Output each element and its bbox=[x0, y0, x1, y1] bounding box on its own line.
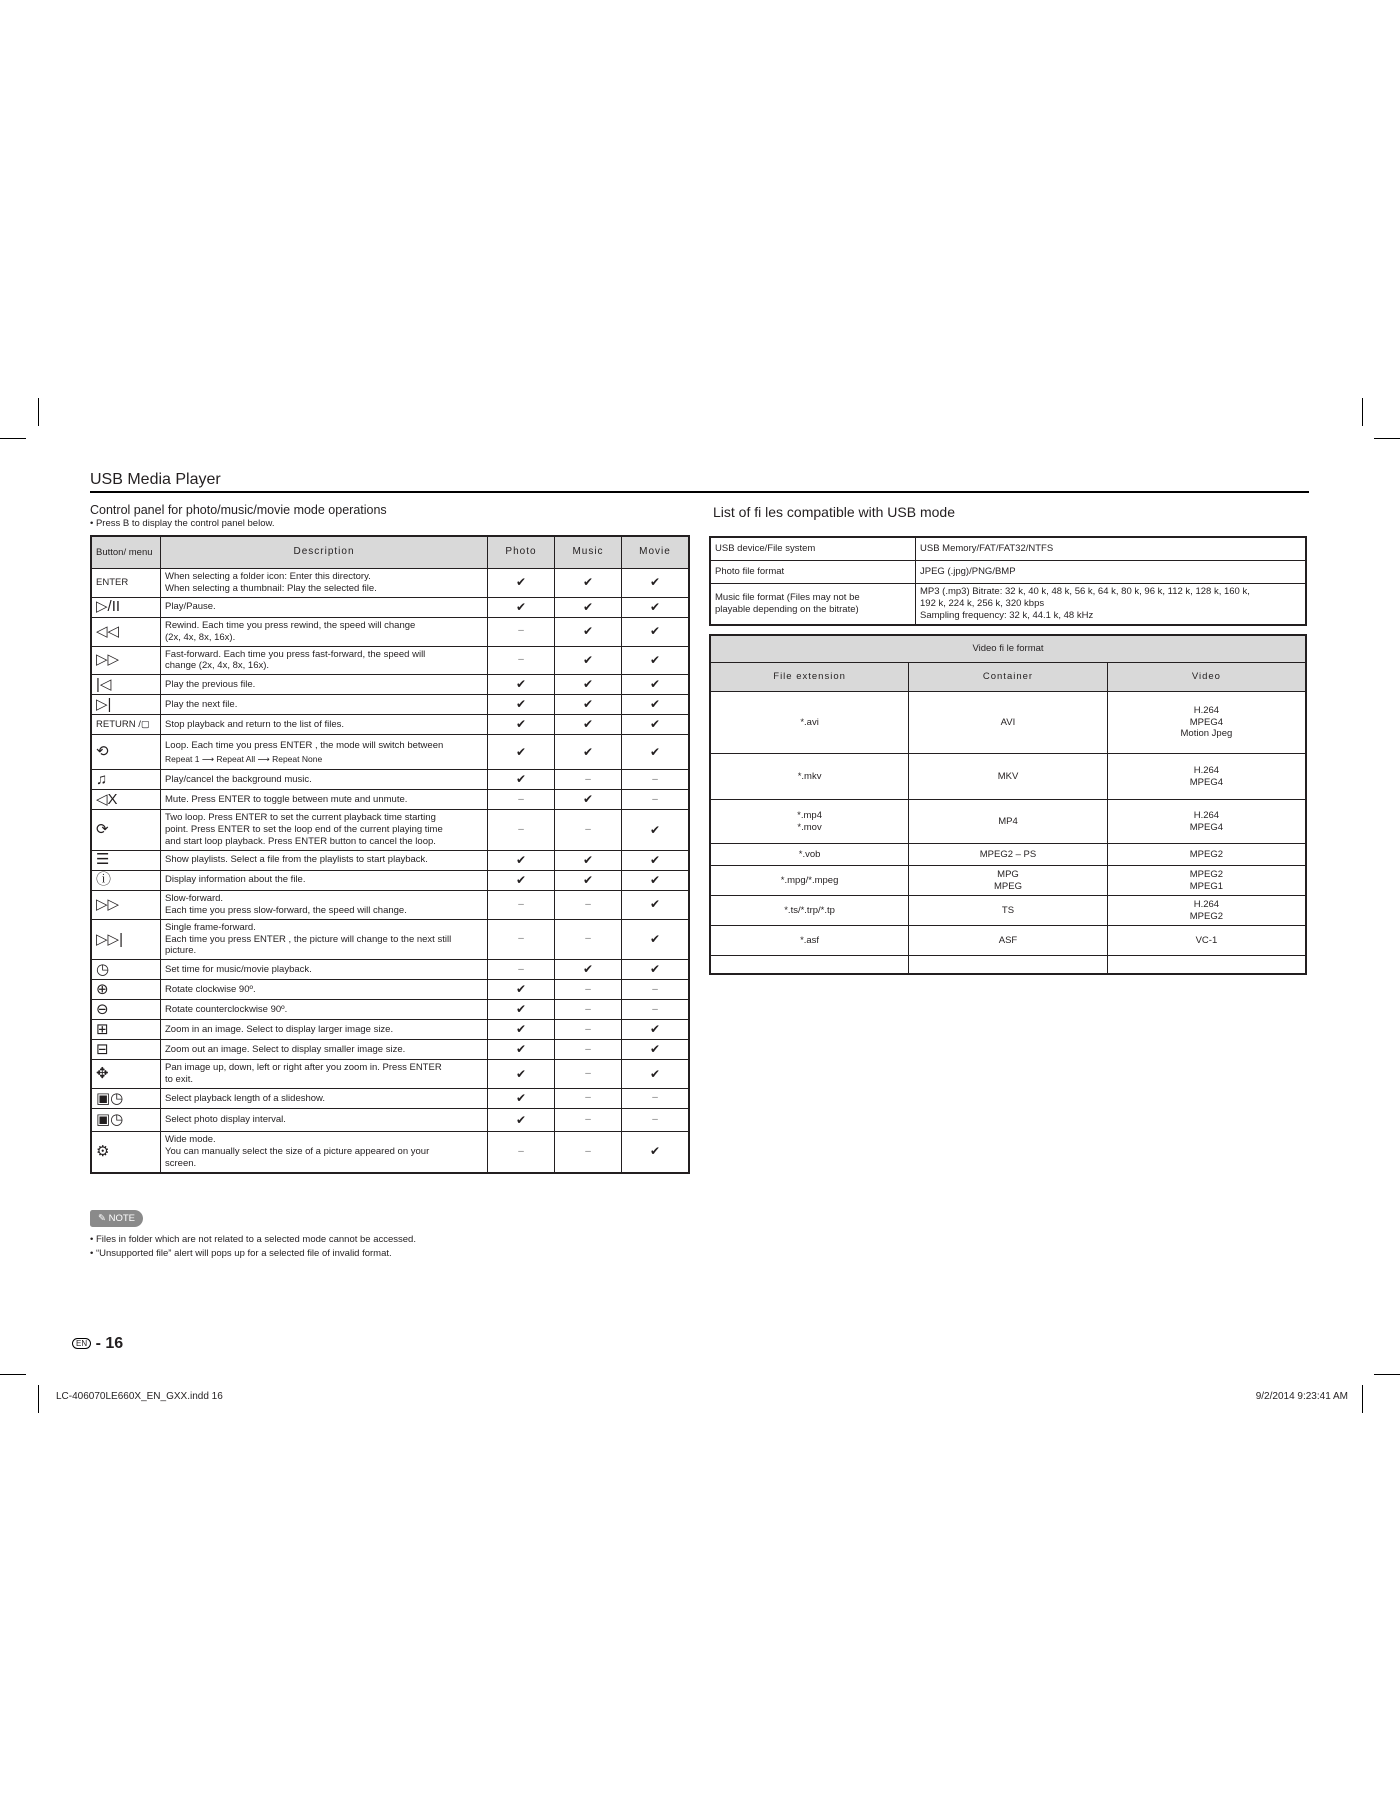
video-codec-cell: MPEG2 MPEG1 bbox=[1107, 866, 1306, 896]
table-row bbox=[91, 675, 689, 695]
check-icon: ✔ bbox=[488, 1020, 555, 1040]
check-icon: ✔ bbox=[488, 1040, 555, 1060]
description-text: Rewind. Each time you press rewind, the speed will change (2x, 4x, 8x, 16x). bbox=[165, 619, 416, 643]
arrow-right-icon: ⟶ bbox=[255, 753, 273, 764]
row-button-cell bbox=[91, 1089, 161, 1109]
usb-info-key: Music file format (Files may not be playable depending on the bitrate) bbox=[710, 584, 916, 625]
check-icon: ✔ bbox=[622, 617, 690, 646]
description-text: Rotate clockwise 90º. bbox=[165, 983, 256, 995]
control-icon: ⊖ bbox=[96, 1000, 109, 1018]
row-description bbox=[161, 1000, 488, 1020]
row-description bbox=[161, 597, 488, 617]
row-button-cell bbox=[91, 715, 161, 735]
crop-mark bbox=[38, 1385, 39, 1413]
container-cell: MKV bbox=[909, 754, 1108, 800]
row-button-cell bbox=[91, 1109, 161, 1132]
check-icon: ✔ bbox=[488, 1000, 555, 1020]
check-icon: ✔ bbox=[622, 715, 690, 735]
usb-info-row bbox=[710, 584, 1306, 625]
row-button-cell bbox=[91, 675, 161, 695]
dash-mark: – bbox=[555, 1132, 622, 1173]
video-codec-cell: MPEG2 bbox=[1107, 844, 1306, 866]
row-description bbox=[161, 695, 488, 715]
row-description bbox=[161, 870, 488, 890]
dash-mark: – bbox=[488, 646, 555, 675]
control-icon: ▣◷ bbox=[96, 1089, 124, 1107]
section-title: USB Media Player bbox=[90, 471, 221, 488]
file-extension-cell: *.ts/*.trp/*.tp bbox=[710, 896, 909, 926]
dash-mark: – bbox=[555, 890, 622, 919]
check-icon: ✔ bbox=[555, 960, 622, 980]
header-photo: Photo bbox=[488, 536, 555, 569]
check-icon: ✔ bbox=[488, 850, 555, 870]
file-extension-cell: *.asf bbox=[710, 926, 909, 956]
compatible-files-subtitle: List of fi les compatible with USB mode bbox=[713, 504, 955, 520]
container-cell: MP4 bbox=[909, 800, 1108, 844]
header-button-menu: Button/ menu bbox=[91, 536, 161, 569]
check-icon: ✔ bbox=[622, 646, 690, 675]
description-text: Play/cancel the background music. bbox=[165, 773, 312, 785]
button-label: RETURN /▢ bbox=[96, 718, 150, 730]
row-description bbox=[161, 1109, 488, 1132]
control-icon: ✥ bbox=[96, 1065, 109, 1083]
crop-mark bbox=[1374, 438, 1400, 439]
control-icon: ☰ bbox=[96, 851, 110, 869]
row-button-cell bbox=[91, 1020, 161, 1040]
file-extension-cell bbox=[710, 956, 909, 974]
note-badge bbox=[90, 1210, 143, 1227]
file-extension-cell: *.mkv bbox=[710, 754, 909, 800]
control-icon: ▣◷ bbox=[96, 1111, 124, 1129]
check-icon: ✔ bbox=[488, 569, 555, 598]
header-music: Music bbox=[555, 536, 622, 569]
row-description bbox=[161, 715, 488, 735]
table-row bbox=[91, 1040, 689, 1060]
control-panel-subtitle: Control panel for photo/music/movie mode operations bbox=[90, 503, 387, 517]
usb-info-row bbox=[710, 561, 1306, 584]
description-text: Display information about the file. bbox=[165, 874, 306, 886]
crop-mark bbox=[0, 1374, 26, 1375]
container-cell: AVI bbox=[909, 692, 1108, 754]
table-row bbox=[91, 617, 689, 646]
table-row bbox=[91, 980, 689, 1000]
check-icon: ✔ bbox=[488, 597, 555, 617]
row-description bbox=[161, 617, 488, 646]
control-icon: ▷/II bbox=[96, 598, 121, 616]
table-row bbox=[91, 1089, 689, 1109]
dash-mark: – bbox=[622, 790, 690, 810]
description-text: Mute. Press ENTER to toggle between mute and unmute. bbox=[165, 793, 408, 805]
row-button-cell bbox=[91, 960, 161, 980]
header-container: Container bbox=[909, 663, 1108, 692]
table-row bbox=[91, 1000, 689, 1020]
dash-mark: – bbox=[622, 980, 690, 1000]
page-number bbox=[72, 1335, 123, 1353]
video-format-caption: Video fi le format bbox=[710, 635, 1306, 663]
row-button-cell bbox=[91, 919, 161, 960]
dash-mark: – bbox=[555, 1060, 622, 1089]
check-icon: ✔ bbox=[622, 1020, 690, 1040]
video-format-row bbox=[710, 844, 1306, 866]
row-button-cell bbox=[91, 735, 161, 770]
check-icon: ✔ bbox=[622, 850, 690, 870]
footer-filename: LC-406070LE660X_EN_GXX.indd 16 bbox=[56, 1391, 223, 1402]
usb-info-value: MP3 (.mp3) Bitrate: 32 k, 40 k, 48 k, 56 k, 64 k, 80 k, 96 k, 112 k, 128 k, 160 k, 192 k, 224 k, 256 k, 320 kbps Sampling frequency: 32 k, 44.1 k, 48 kHz bbox=[916, 584, 1307, 625]
row-description bbox=[161, 1060, 488, 1089]
row-description bbox=[161, 646, 488, 675]
check-icon: ✔ bbox=[488, 715, 555, 735]
table-row bbox=[91, 890, 689, 919]
dash-mark: – bbox=[488, 960, 555, 980]
container-cell: MPEG2 – PS bbox=[909, 844, 1108, 866]
video-format-row bbox=[710, 800, 1306, 844]
header-movie: Movie bbox=[622, 536, 690, 569]
check-icon: ✔ bbox=[622, 597, 690, 617]
control-icon: ◷ bbox=[96, 960, 110, 978]
check-icon: ✔ bbox=[488, 1060, 555, 1089]
row-button-cell bbox=[91, 569, 161, 598]
video-format-row bbox=[710, 754, 1306, 800]
table-row bbox=[91, 960, 689, 980]
row-button-cell bbox=[91, 646, 161, 675]
usb-info-value: JPEG (.jpg)/PNG/BMP bbox=[916, 561, 1307, 584]
check-icon: ✔ bbox=[555, 850, 622, 870]
check-icon: ✔ bbox=[622, 1060, 690, 1089]
check-icon: ✔ bbox=[622, 870, 690, 890]
table-row bbox=[91, 919, 689, 960]
check-icon: ✔ bbox=[555, 597, 622, 617]
dash-mark: – bbox=[622, 1089, 690, 1109]
check-icon: ✔ bbox=[622, 1040, 690, 1060]
description-text: Slow-forward. Each time you press slow-forward, the speed will change. bbox=[165, 892, 407, 916]
row-description bbox=[161, 1089, 488, 1109]
control-icon: ♫ bbox=[96, 770, 108, 788]
check-icon: ✔ bbox=[622, 675, 690, 695]
video-format-row bbox=[710, 692, 1306, 754]
video-format-row bbox=[710, 866, 1306, 896]
control-icon: ⚙ bbox=[96, 1142, 110, 1160]
row-description bbox=[161, 810, 488, 851]
row-description bbox=[161, 890, 488, 919]
video-format-row bbox=[710, 896, 1306, 926]
table-row bbox=[91, 870, 689, 890]
table-row bbox=[91, 695, 689, 715]
table-row bbox=[91, 770, 689, 790]
check-icon: ✔ bbox=[622, 810, 690, 851]
control-icon: ⊟ bbox=[96, 1040, 109, 1058]
table-row bbox=[91, 1060, 689, 1089]
check-icon: ✔ bbox=[488, 980, 555, 1000]
control-panel-body bbox=[91, 569, 689, 1173]
description-text: Play the previous file. bbox=[165, 678, 256, 690]
description-text: Zoom out an image. Select to display smaller image size. bbox=[165, 1043, 406, 1055]
table-row bbox=[91, 1109, 689, 1132]
row-description bbox=[161, 569, 488, 598]
container-cell bbox=[909, 956, 1108, 974]
check-icon: ✔ bbox=[555, 790, 622, 810]
table-row bbox=[91, 850, 689, 870]
row-button-cell bbox=[91, 790, 161, 810]
video-format-table bbox=[709, 634, 1307, 975]
row-description bbox=[161, 735, 488, 770]
control-icon: ◁◁ bbox=[96, 622, 120, 640]
crop-mark bbox=[0, 438, 26, 439]
check-icon: ✔ bbox=[488, 735, 555, 770]
dash-mark: – bbox=[555, 919, 622, 960]
row-description bbox=[161, 770, 488, 790]
control-icon: ⟳ bbox=[96, 821, 109, 839]
description-text: When selecting a folder icon: Enter this directory. When selecting a thumbnail: Play the selected file. bbox=[165, 571, 377, 594]
table-header-row bbox=[91, 536, 689, 569]
row-description bbox=[161, 1132, 488, 1173]
table-row bbox=[91, 1132, 689, 1173]
note-item: • Files in folder which are not related to a selected mode cannot be accessed. bbox=[90, 1234, 416, 1245]
description-text: Fast-forward. Each time you press fast-forward, the speed will change (2x, 4x, 8x, 16x). bbox=[165, 648, 426, 672]
description-text: Stop playback and return to the list of files. bbox=[165, 718, 345, 730]
note-label: NOTE bbox=[108, 1213, 135, 1224]
table-row bbox=[91, 810, 689, 851]
table-row bbox=[91, 735, 689, 770]
row-description bbox=[161, 1040, 488, 1060]
check-icon: ✔ bbox=[488, 675, 555, 695]
description-text: Single frame-forward. Each time you press ENTER , the picture will change to the next still picture. bbox=[165, 921, 452, 957]
check-icon: ✔ bbox=[488, 695, 555, 715]
description-text: Select playback length of a slideshow. bbox=[165, 1092, 326, 1104]
row-description bbox=[161, 850, 488, 870]
table-row bbox=[91, 790, 689, 810]
dash-mark: – bbox=[622, 1109, 690, 1132]
usb-info-key: Photo file format bbox=[710, 561, 916, 584]
video-codec-cell: H.264 MPEG4 bbox=[1107, 800, 1306, 844]
dash-mark: – bbox=[555, 1000, 622, 1020]
file-extension-cell: *.vob bbox=[710, 844, 909, 866]
control-icon: ⊞ bbox=[96, 1020, 109, 1038]
container-cell: ASF bbox=[909, 926, 1108, 956]
row-description bbox=[161, 960, 488, 980]
description-text: Wide mode. You can manually select the size of a picture appeared on your screen. bbox=[165, 1134, 430, 1169]
control-icon: ⊕ bbox=[96, 980, 109, 998]
row-button-cell bbox=[91, 1040, 161, 1060]
control-icon: ▷▷| bbox=[96, 930, 123, 948]
dash-mark: – bbox=[555, 810, 622, 851]
description-text: Select photo display interval. bbox=[165, 1114, 286, 1126]
video-format-header-row bbox=[710, 663, 1306, 692]
video-format-row bbox=[710, 956, 1306, 974]
control-icon: ▷| bbox=[96, 695, 112, 713]
video-format-row bbox=[710, 926, 1306, 956]
row-button-cell bbox=[91, 617, 161, 646]
dash-mark: – bbox=[555, 1020, 622, 1040]
check-icon: ✔ bbox=[488, 1089, 555, 1109]
note-list bbox=[90, 1233, 416, 1261]
row-button-cell bbox=[91, 850, 161, 870]
pencil-icon: ✎ bbox=[98, 1213, 109, 1224]
button-label: ENTER bbox=[96, 576, 129, 588]
check-icon: ✔ bbox=[555, 675, 622, 695]
video-codec-cell: H.264 MPEG4 bbox=[1107, 754, 1306, 800]
dash-mark: – bbox=[555, 1109, 622, 1132]
description-text: Pan image up, down, left or right after you zoom in. Press ENTER to exit. bbox=[165, 1062, 442, 1086]
dash-mark: – bbox=[622, 1000, 690, 1020]
video-format-body bbox=[710, 692, 1306, 974]
video-codec-cell: VC-1 bbox=[1107, 926, 1306, 956]
usb-info-value: USB Memory/FAT/FAT32/NTFS bbox=[916, 537, 1307, 561]
check-icon: ✔ bbox=[488, 770, 555, 790]
check-icon: ✔ bbox=[622, 960, 690, 980]
description-text: Set time for music/movie playback. bbox=[165, 963, 312, 975]
dash-mark: – bbox=[555, 980, 622, 1000]
video-codec-cell bbox=[1107, 956, 1306, 974]
control-icon: ▷▷ bbox=[96, 895, 120, 913]
description-text: Zoom in an image. Select to display larger image size. bbox=[165, 1023, 394, 1035]
row-button-cell bbox=[91, 695, 161, 715]
check-icon: ✔ bbox=[555, 569, 622, 598]
arrow-right-icon: ⟶ bbox=[199, 753, 217, 764]
control-icon: ⟲ bbox=[96, 743, 109, 761]
dash-mark: – bbox=[555, 770, 622, 790]
row-button-cell bbox=[91, 980, 161, 1000]
check-icon: ✔ bbox=[622, 569, 690, 598]
lang-badge: EN bbox=[72, 1338, 91, 1349]
check-icon: ✔ bbox=[488, 870, 555, 890]
usb-info-body bbox=[710, 537, 1306, 625]
dash-mark: – bbox=[488, 810, 555, 851]
check-icon: ✔ bbox=[555, 715, 622, 735]
control-icon: ▷▷ bbox=[96, 651, 120, 669]
file-extension-cell: *.avi bbox=[710, 692, 909, 754]
check-icon: ✔ bbox=[555, 870, 622, 890]
control-panel-hint: • Press B to display the control panel below. bbox=[90, 518, 275, 529]
header-video: Video bbox=[1107, 663, 1306, 692]
row-button-cell bbox=[91, 1132, 161, 1173]
footer-timestamp: 9/2/2014 9:23:41 AM bbox=[1255, 1391, 1348, 1402]
row-description bbox=[161, 919, 488, 960]
table-row bbox=[91, 646, 689, 675]
dash-mark: – bbox=[622, 770, 690, 790]
check-icon: ✔ bbox=[555, 695, 622, 715]
container-cell: MPG MPEG bbox=[909, 866, 1108, 896]
description-text: Play the next file. bbox=[165, 698, 238, 710]
header-description: Description bbox=[161, 536, 488, 569]
crop-mark bbox=[38, 398, 39, 426]
file-extension-cell: *.mpg/*.mpeg bbox=[710, 866, 909, 896]
table-row bbox=[91, 597, 689, 617]
check-icon: ✔ bbox=[622, 735, 690, 770]
row-button-cell bbox=[91, 890, 161, 919]
row-button-cell bbox=[91, 870, 161, 890]
dash-mark: – bbox=[555, 1089, 622, 1109]
check-icon: ✔ bbox=[555, 735, 622, 770]
row-description bbox=[161, 980, 488, 1000]
description-text: Rotate counterclockwise 90º. bbox=[165, 1003, 288, 1015]
usb-info-row bbox=[710, 537, 1306, 561]
file-extension-cell: *.mp4 *.mov bbox=[710, 800, 909, 844]
dash-mark: – bbox=[488, 1132, 555, 1173]
row-button-cell bbox=[91, 597, 161, 617]
table-row bbox=[91, 1020, 689, 1040]
video-codec-cell: H.264 MPEG2 bbox=[1107, 896, 1306, 926]
dash-mark: – bbox=[488, 919, 555, 960]
row-button-cell bbox=[91, 770, 161, 790]
description-text: Play/Pause. bbox=[165, 601, 216, 613]
check-icon: ✔ bbox=[622, 890, 690, 919]
usb-info-key: USB device/File system bbox=[710, 537, 916, 561]
description-text: Loop. Each time you press ENTER , the mode will switch between bbox=[165, 740, 444, 751]
dash-mark: – bbox=[555, 1040, 622, 1060]
usb-info-table bbox=[709, 536, 1307, 626]
loop-mode-label: Repeat All bbox=[216, 753, 256, 764]
control-icon: ◁X bbox=[96, 790, 118, 808]
note-item: • “Unsupported file” alert will pops up for a selected file of invalid format. bbox=[90, 1248, 392, 1259]
check-icon: ✔ bbox=[555, 646, 622, 675]
section-rule bbox=[90, 491, 1309, 493]
table-row bbox=[91, 569, 689, 598]
check-icon: ✔ bbox=[622, 919, 690, 960]
description-text: Show playlists. Select a file from the playlists to start playback. bbox=[165, 854, 428, 866]
video-codec-cell: H.264 MPEG4 Motion Jpeg bbox=[1107, 692, 1306, 754]
row-description bbox=[161, 1020, 488, 1040]
container-cell: TS bbox=[909, 896, 1108, 926]
crop-mark bbox=[1362, 1385, 1363, 1413]
crop-mark bbox=[1362, 398, 1363, 426]
page-number-value: 16 bbox=[105, 1335, 124, 1352]
page-dash: - bbox=[95, 1335, 106, 1352]
loop-mode-label: Repeat None bbox=[272, 753, 323, 764]
check-icon: ✔ bbox=[622, 1132, 690, 1173]
row-button-cell bbox=[91, 1000, 161, 1020]
description-text: Two loop. Press ENTER to set the current playback time starting point. Press ENTER to set the loop end of the current playing time and start loop playback. Press ENTER button to cancel the loop. bbox=[165, 812, 443, 847]
check-icon: ✔ bbox=[555, 617, 622, 646]
dash-mark: – bbox=[488, 890, 555, 919]
row-button-cell bbox=[91, 810, 161, 851]
loop-mode-label: Repeat 1 bbox=[165, 753, 200, 764]
header-file-extension: File extension bbox=[710, 663, 909, 692]
control-icon: ⓘ bbox=[96, 871, 112, 889]
crop-mark bbox=[1374, 1374, 1400, 1375]
dash-mark: – bbox=[488, 617, 555, 646]
control-icon: |◁ bbox=[96, 675, 112, 693]
table-row bbox=[91, 715, 689, 735]
dash-mark: – bbox=[488, 790, 555, 810]
loop-sequence bbox=[165, 754, 483, 765]
check-icon: ✔ bbox=[488, 1109, 555, 1132]
control-panel-table bbox=[90, 535, 690, 1174]
row-button-cell bbox=[91, 1060, 161, 1089]
row-description bbox=[161, 675, 488, 695]
row-description bbox=[161, 790, 488, 810]
check-icon: ✔ bbox=[622, 695, 690, 715]
